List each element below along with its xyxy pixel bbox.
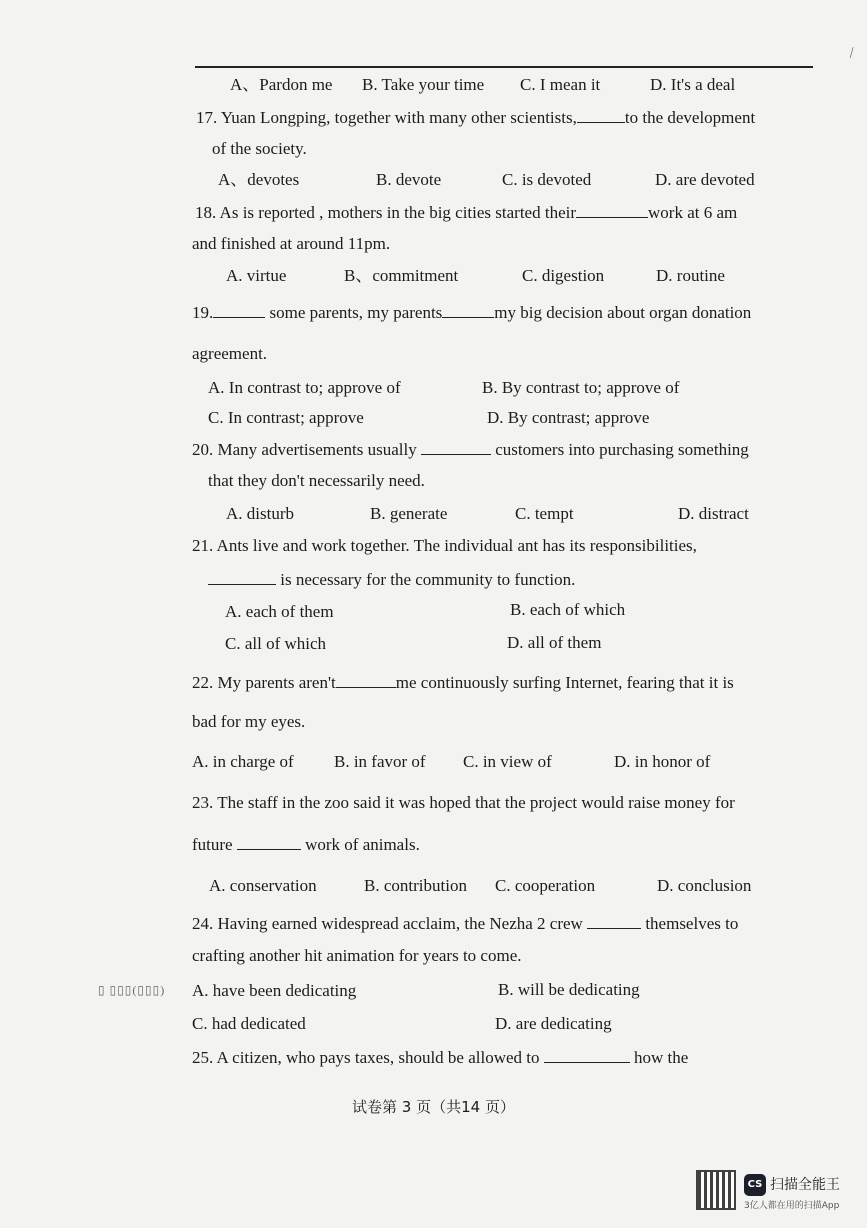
option-c: C. all of which [225, 634, 327, 653]
scanner-watermark [696, 1170, 856, 1218]
question-text: 20. Many advertisements usually [192, 440, 417, 459]
question-text: 25. A citizen, who pays taxes, should be allowed to [192, 1048, 540, 1067]
option-d: D. conclusion [657, 876, 752, 895]
option-d: D. are dedicating [495, 1014, 612, 1033]
question-24-line2: crafting another hit animation for years to come. [192, 946, 522, 965]
option-a: A、devotes [218, 170, 300, 189]
option-b: B. Take your time [362, 75, 485, 94]
margin-stamp: ▯ ▯▯▯(▯▯▯) [98, 983, 166, 997]
option-a: A. virtue [226, 266, 287, 285]
answer-blank [208, 568, 276, 585]
answer-blank [576, 201, 648, 218]
option-d: D. By contrast; approve [487, 408, 650, 427]
option-a: A. in charge of [192, 752, 294, 771]
question-20-line2: that they don't necessarily need. [208, 471, 425, 490]
question-21-line2 [208, 568, 575, 591]
question-text: some parents, my parents [269, 303, 443, 322]
answer-blank [237, 833, 301, 850]
option-a: A. disturb [226, 504, 294, 523]
option-b: B. devote [376, 170, 442, 189]
answer-blank [587, 912, 641, 929]
option-d: D. are devoted [655, 170, 755, 189]
option-b: B. contribution [364, 876, 467, 895]
question-text: 22. My parents aren't [192, 673, 336, 692]
question-25 [192, 1046, 688, 1069]
option-c: C. tempt [515, 504, 574, 523]
scanner-tagline: 3亿人都在用的扫描App [744, 1201, 840, 1211]
question-24 [192, 912, 738, 935]
answer-blank [544, 1046, 630, 1063]
question-text: work of animals. [305, 835, 420, 854]
option-a: A. each of them [225, 602, 334, 621]
option-c: C. cooperation [495, 876, 596, 895]
option-d: D. in honor of [614, 752, 711, 771]
question-text: my big decision about organ donation [494, 303, 752, 322]
question-text: 18. As is reported , mothers in the big cities started their [195, 203, 577, 222]
question-17 [196, 106, 755, 129]
question-text: me continuously surfing Internet, fearing that it is [395, 673, 734, 692]
question-20 [192, 438, 749, 461]
question-19 [192, 301, 751, 324]
option-a: A. In contrast to; approve of [208, 378, 401, 397]
question-18 [195, 201, 737, 224]
option-d: D. routine [656, 266, 725, 285]
option-a: A. have been dedicating [192, 981, 357, 1000]
option-b: B. will be dedicating [498, 980, 640, 999]
answer-blank [442, 301, 494, 318]
option-b: B. each of which [510, 600, 626, 619]
option-d: D. all of them [507, 633, 602, 652]
option-c: C. In contrast; approve [208, 408, 364, 427]
answer-blank [336, 671, 396, 688]
question-23-line2 [192, 833, 420, 856]
question-22-line2: bad for my eyes. [192, 712, 306, 731]
option-c: C. I mean it [520, 75, 601, 94]
scanner-app-name: 扫描全能王 [770, 1177, 840, 1193]
answer-blank [421, 438, 491, 455]
question-18-line2: and finished at around 11pm. [192, 234, 391, 253]
question-19-line2: agreement. [192, 344, 268, 363]
option-c: C. in view of [463, 752, 552, 771]
question-number: 19. [192, 303, 214, 322]
question-text: is necessary for the community to function. [280, 570, 576, 589]
option-c: C. had dedicated [192, 1014, 306, 1033]
question-text: how the [634, 1048, 689, 1067]
page-footer: 试卷第 3 页（共14 页） [352, 1098, 515, 1116]
option-b: B. generate [370, 504, 448, 523]
scanner-logo-icon: CS [744, 1174, 766, 1196]
option-c: C. digestion [522, 266, 605, 285]
option-d: D. It's a deal [650, 75, 736, 94]
question-22 [192, 671, 734, 694]
option-d: D. distract [678, 504, 749, 523]
question-23: 23. The staff in the zoo said it was hoped that the project would raise money for [192, 793, 735, 812]
question-17-line2: of the society. [212, 139, 307, 158]
question-text: to the development [624, 108, 756, 127]
question-text: 24. Having earned widespread acclaim, the Nezha 2 crew [192, 914, 583, 933]
corner-mark: ⁄ [847, 46, 856, 61]
option-a: A. conservation [209, 876, 317, 895]
option-b: B. By contrast to; approve of [482, 378, 680, 397]
top-rule [195, 66, 813, 68]
answer-blank [213, 301, 265, 318]
question-text: 17. Yuan Longping, together with many other scientists, [196, 108, 577, 127]
qr-code-icon [696, 1170, 736, 1210]
option-b: B. in favor of [334, 752, 426, 771]
question-text: future [192, 835, 233, 854]
option-a: A、Pardon me [230, 75, 333, 94]
question-text: customers into purchasing something [495, 440, 749, 459]
question-text: themselves to [645, 914, 739, 933]
question-text: work at 6 am [648, 203, 738, 222]
option-b: B、commitment [344, 266, 459, 285]
answer-blank [577, 106, 625, 123]
option-c: C. is devoted [502, 170, 592, 189]
question-21: 21. Ants live and work together. The individual ant has its responsibilities, [192, 536, 697, 555]
